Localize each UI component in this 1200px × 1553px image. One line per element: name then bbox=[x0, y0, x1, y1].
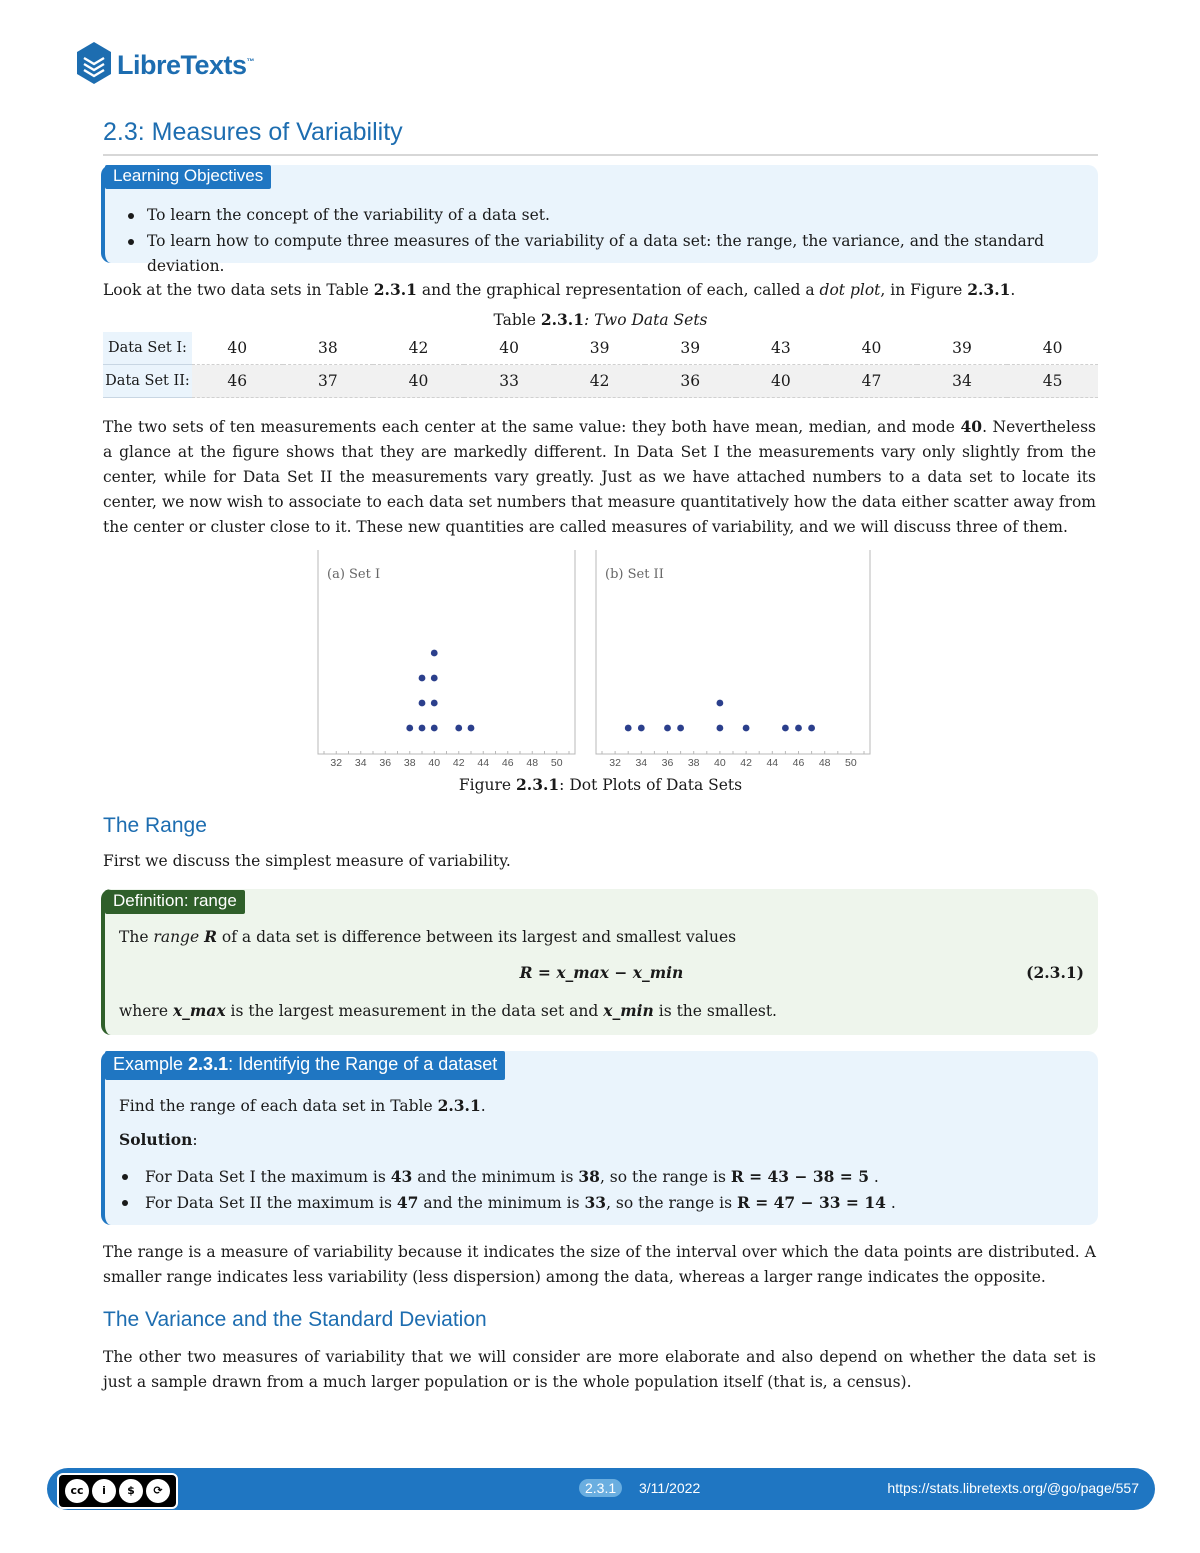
x-tick-label: 34 bbox=[635, 757, 648, 769]
learning-objectives-box bbox=[101, 165, 1098, 275]
data-point bbox=[468, 725, 475, 732]
range-intro: First we discuss the simplest measure of variability. bbox=[103, 852, 511, 870]
table-cell: 39 bbox=[645, 332, 736, 365]
table-cell: 33 bbox=[464, 365, 555, 398]
solution-list bbox=[119, 1164, 896, 1216]
variance-paragraph: The other two measures of variability that we will consider are more elaborate and also depend on whether the data set is just a sample drawn from a much larger population or is the whole population itself (that is, a census). bbox=[103, 1348, 1096, 1391]
data-point bbox=[419, 675, 426, 682]
plot-title: (a) Set I bbox=[327, 567, 381, 582]
list-item: For Data Set I the maximum is 43 and the minimum is 38, so the range is R = 43 − 38 = 5 . bbox=[119, 1164, 896, 1190]
intro-paragraph: Look at the two data sets in Table 2.3.1 and the graphical representation of each, called a dot plot, in Figure 2.3.1. bbox=[103, 280, 1016, 299]
range-equation: R = x_max − x_min bbox=[519, 963, 684, 982]
definition-where-text: where x_max is the largest measurement in the data set and x_min is the smallest. bbox=[119, 1001, 777, 1020]
data-sets-table bbox=[103, 332, 1098, 398]
list-item: For Data Set II the maximum is 47 and the minimum is 33, so the range is R = 47 − 33 = 14 . bbox=[119, 1190, 896, 1216]
table-cell: 38 bbox=[283, 332, 374, 365]
table-cell: 47 bbox=[826, 365, 917, 398]
table-cell: 40 bbox=[736, 365, 827, 398]
table-cell: 46 bbox=[192, 365, 283, 398]
data-point bbox=[419, 725, 426, 732]
dot-plot-set-2 bbox=[593, 548, 875, 770]
x-tick-label: 32 bbox=[330, 757, 343, 769]
x-tick-label: 38 bbox=[687, 757, 700, 769]
x-tick-label: 42 bbox=[452, 757, 465, 769]
example-prompt: Find the range of each data set in Table 2.3.1. bbox=[119, 1096, 486, 1115]
footer-date: 3/11/2022 bbox=[639, 1480, 701, 1496]
license-badge[interactable] bbox=[57, 1473, 178, 1509]
data-point bbox=[625, 725, 632, 732]
example-box bbox=[101, 1051, 1098, 1225]
x-tick-label: 40 bbox=[428, 757, 441, 769]
sa-icon: ⟳ bbox=[146, 1479, 170, 1503]
x-tick-label: 40 bbox=[714, 757, 726, 769]
x-tick-label: 46 bbox=[501, 757, 514, 769]
table-cell: 40 bbox=[192, 332, 283, 365]
learning-objectives-list bbox=[125, 203, 1098, 280]
page-footer bbox=[47, 1468, 1155, 1510]
page-url-link[interactable]: https://stats.libretexts.org/@go/page/557 bbox=[887, 1480, 1139, 1496]
nc-icon: $ bbox=[119, 1479, 143, 1503]
definition-text: The range R of a data set is difference between its largest and smallest values bbox=[119, 927, 737, 946]
table-ref-link[interactable]: 2.3.1 bbox=[373, 280, 417, 299]
table-cell: 40 bbox=[826, 332, 917, 365]
data-point bbox=[717, 725, 724, 732]
center-paragraph: The two sets of ten measurements each center at the same value: they both have mean, median, and mode 40. Nevertheless a glance at the figure shows that they are markedly different. In Data Set I the measurements vary only slightly from the center, while for Data Set II the measurements vary greatly. Just as we have attached numbers to a data set to locate its center, we now wish to associate to each data set numbers that measure quantitatively how the data either scatter away from the center or cluster close to it. These new quantities are called measures of variability, and we will discuss three of them. bbox=[103, 417, 1097, 536]
by-icon: i bbox=[92, 1479, 116, 1503]
table-cell: 39 bbox=[554, 332, 645, 365]
data-point bbox=[431, 675, 438, 682]
x-tick-label: 50 bbox=[550, 757, 563, 769]
section-heading-variance: The Variance and the Standard Deviation bbox=[103, 1308, 487, 1331]
table-cell: 40 bbox=[1007, 332, 1098, 365]
x-tick-label: 48 bbox=[818, 757, 831, 769]
table-cell: 45 bbox=[1007, 365, 1098, 398]
x-tick-label: 36 bbox=[379, 757, 392, 769]
row-header: Data Set I: bbox=[103, 332, 192, 365]
list-item: To learn the concept of the variability of a data set. bbox=[125, 203, 1098, 229]
data-point bbox=[419, 700, 426, 707]
example-tag: Example 2.3.1: Identifyig the Range of a dataset bbox=[105, 1051, 505, 1080]
solution-label: Solution: bbox=[119, 1130, 198, 1149]
table-cell: 34 bbox=[917, 365, 1008, 398]
table-cell: 36 bbox=[645, 365, 736, 398]
data-point bbox=[664, 725, 671, 732]
figure-caption: Figure 2.3.1: Dot Plots of Data Sets bbox=[458, 775, 743, 794]
data-point bbox=[431, 700, 438, 707]
logo-wordmark: LibreTexts™ bbox=[117, 49, 255, 80]
table-cell: 37 bbox=[283, 365, 374, 398]
data-point bbox=[638, 725, 645, 732]
list-item: To learn how to compute three measures of the variability of a data set: the range, the variance, and the standard deviation. bbox=[125, 229, 1098, 280]
data-point bbox=[677, 725, 684, 732]
definition-tag: Definition: range bbox=[105, 890, 245, 914]
table-cell: 42 bbox=[373, 332, 464, 365]
x-tick-label: 34 bbox=[354, 757, 367, 769]
row-header: Data Set II: bbox=[103, 365, 192, 398]
table-cell: 39 bbox=[917, 332, 1008, 365]
data-point bbox=[808, 725, 815, 732]
x-tick-label: 48 bbox=[526, 757, 539, 769]
x-tick-label: 38 bbox=[403, 757, 416, 769]
x-tick-label: 50 bbox=[845, 757, 857, 769]
x-tick-label: 44 bbox=[477, 757, 490, 769]
table-cell: 43 bbox=[736, 332, 827, 365]
dot-plot-set-2-svg bbox=[593, 548, 875, 770]
data-point bbox=[431, 650, 438, 657]
table-ref-link[interactable]: 2.3.1 bbox=[437, 1096, 481, 1115]
data-point bbox=[717, 700, 724, 707]
learning-objectives-tag: Learning Objectives bbox=[105, 165, 271, 189]
cc-icon: cc bbox=[65, 1479, 89, 1503]
x-tick-label: 46 bbox=[792, 757, 805, 769]
section-heading-range: The Range bbox=[103, 814, 207, 837]
equation-number: (2.3.1) bbox=[1026, 963, 1084, 982]
plot-title: (b) Set II bbox=[605, 567, 664, 582]
dot-plot-set-1-svg bbox=[315, 548, 580, 770]
data-point bbox=[455, 725, 462, 732]
x-tick-label: 32 bbox=[609, 757, 621, 769]
x-tick-label: 44 bbox=[766, 757, 779, 769]
title-divider bbox=[103, 154, 1098, 156]
x-tick-label: 36 bbox=[661, 757, 674, 769]
dot-plot-set-1 bbox=[315, 548, 580, 770]
data-point bbox=[743, 725, 750, 732]
libretexts-logo[interactable] bbox=[74, 40, 254, 90]
page-number: 2.3.1 bbox=[579, 1479, 622, 1497]
table-caption: Table 2.3.1: Two Data Sets bbox=[493, 310, 708, 329]
figure-ref-link[interactable]: 2.3.1 bbox=[967, 280, 1011, 299]
table-cell: 40 bbox=[464, 332, 555, 365]
definition-box bbox=[101, 889, 1098, 1035]
range-paragraph: The range is a measure of variability because it indicates the size of the interval over which the data points are distributed. A smaller range indicates less variability (less dispersion) among the data, whereas a larger range indicates the opposite. bbox=[103, 1243, 1096, 1286]
table-row bbox=[103, 332, 1098, 365]
data-point bbox=[406, 725, 413, 732]
x-tick-label: 42 bbox=[740, 757, 752, 769]
data-point bbox=[782, 725, 789, 732]
table-row bbox=[103, 365, 1098, 398]
table-cell: 40 bbox=[373, 365, 464, 398]
data-point bbox=[795, 725, 802, 732]
page-title: 2.3: Measures of Variability bbox=[103, 118, 403, 146]
data-point bbox=[431, 725, 438, 732]
libretexts-logo-icon bbox=[74, 40, 114, 90]
table-cell: 42 bbox=[554, 365, 645, 398]
